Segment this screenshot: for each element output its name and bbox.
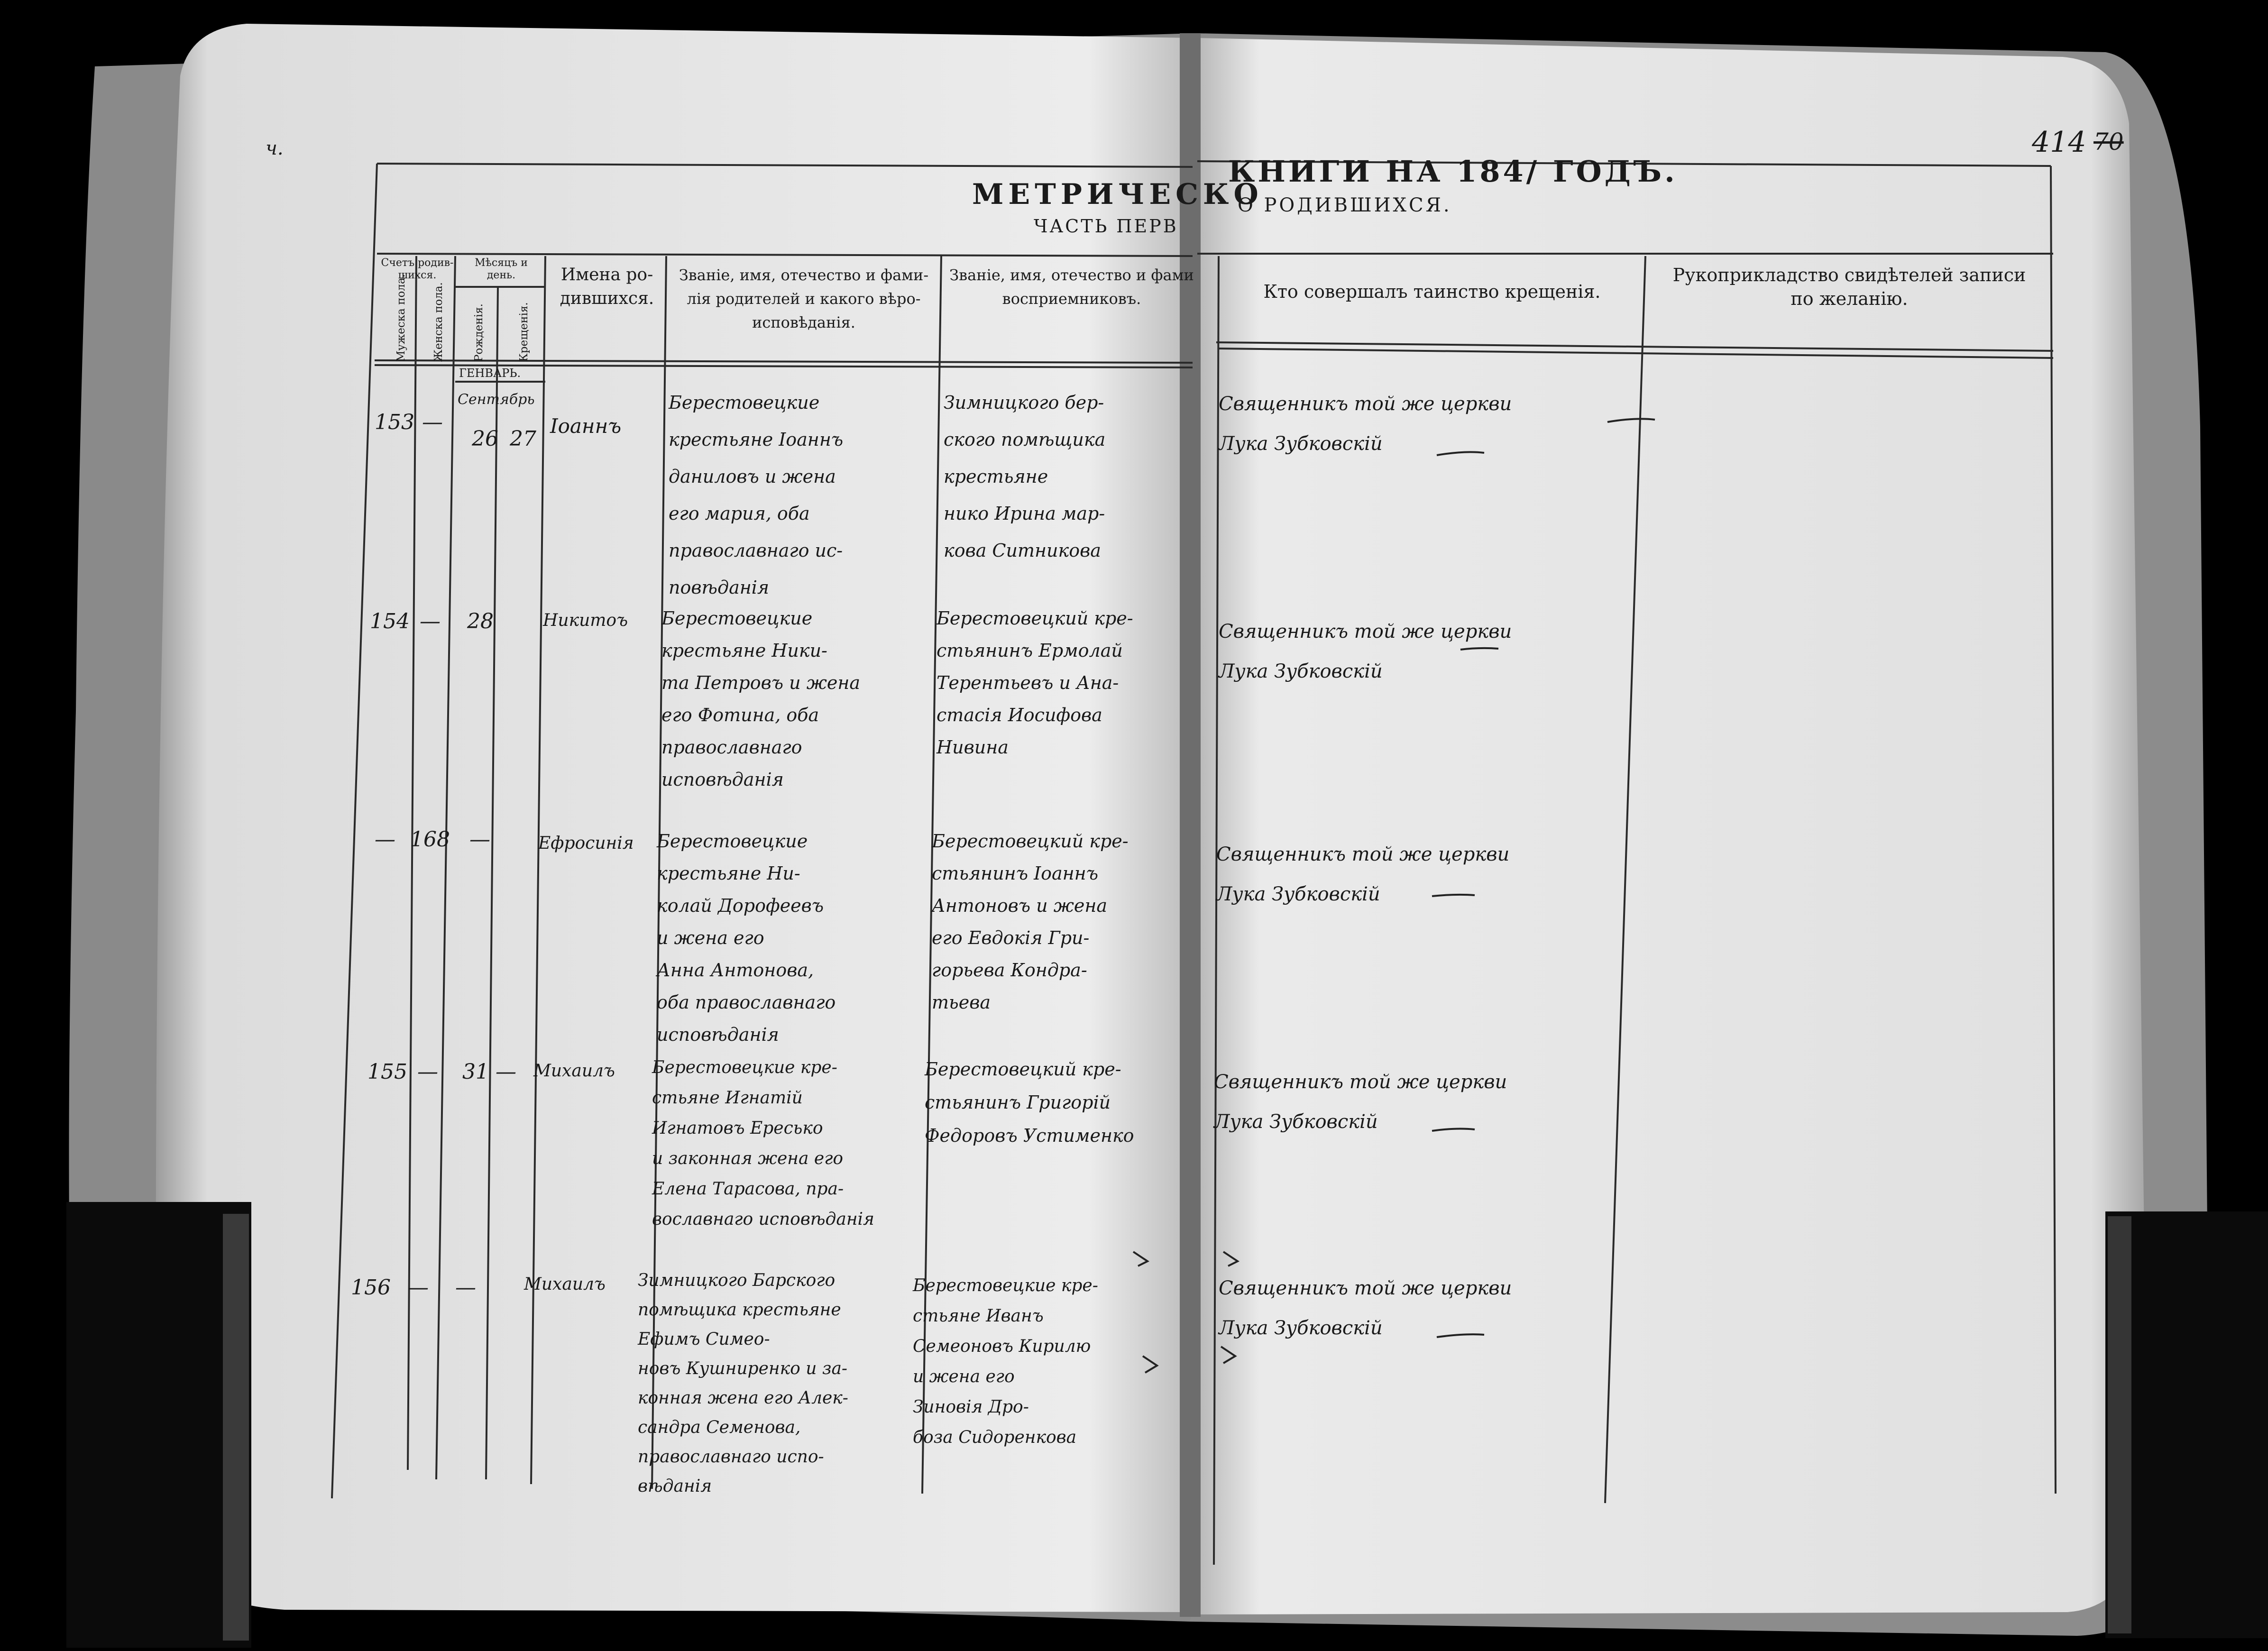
row3-godparents: Берестовецкий кре- стьянинъ Іоаннъ Антоновъ и жена его Евдокія Гри- горьева Кондра- тьева [932,831,1129,1013]
row3-birth: — [469,827,490,852]
left-subtitle: ЧАСТЬ ПЕРВ [1034,216,1178,237]
left-title: МЕТРИЧЕСКО [972,178,1263,211]
parents-column-title: Званіе, имя, отечество и фами- лія родителей и какого вѣро- исповѣданія. [679,266,929,331]
row5-priest: Священникъ той же церкви Лука Зубковскій [1219,1277,1512,1339]
row4-priest: Священникъ той же церкви Лука Зубковскій [1214,1071,1507,1133]
baptism-column-title: Крещенія. [518,302,530,362]
row2-priest: Священникъ той же церкви Лука Зубковскій [1219,621,1512,682]
row2-birth: 28 [467,609,494,633]
row1-priest: Священникъ той же церкви Лука Зубковскій [1219,393,1512,455]
row2-name: Никитоъ [543,611,628,630]
godparents-column-title: Званіе, имя, отечество и фами восприемниковъ. [949,266,1194,308]
month-label: ГЕНВАРЬ. [459,367,521,380]
row2-male: 154 [370,609,410,633]
row4-male: 155 [367,1060,407,1084]
birth-column-title: Рожденія. [473,303,485,362]
right-clip-edge [2108,1216,2131,1633]
row1-birth: 26 [472,427,498,451]
row5-female: — [408,1275,429,1300]
row1-male: 153 [375,410,414,434]
female-column-title: Женска пола. [432,282,445,362]
row2-parents: Берестовецкие крестьяне Ники- та Петровъ и жена его Фотина, оба православнаго исповѣданія [661,608,861,790]
page-number: 414 [2032,126,2086,159]
left-clip-edge [223,1214,249,1641]
row4-birth: 31 [462,1060,489,1084]
row3-priest: Священникъ той же церкви Лука Зубковскій [1216,844,1510,905]
row4-female: — [417,1060,438,1084]
row3-name: Ефросинія [538,834,634,853]
row2-godparents: Берестовецкий кре- стьянинъ Ермолай Терентьевъ и Ана- стасія Иосифова Нивина [937,608,1133,758]
row3-parents: Берестовецкие крестьяне Ни- колай Дорофеевъ и жена его Анна Антонова, оба православнаго исповѣданія [657,831,836,1045]
row1-baptism: 27 [510,427,536,451]
row5-name: Михаилъ [524,1275,606,1294]
row3-male: — [375,827,395,852]
priest-column-title: Кто совершалъ таинство крещенія. [1263,281,1601,302]
row1-name: Іоаннъ [550,414,622,438]
row5-male: 156 [351,1275,391,1300]
row5-godparents: Берестовецкие кре- стьяне Иванъ Семеоновъ Кирилю и жена его Зиновія Дро- боза Сидоренкова [913,1276,1098,1447]
right-title: КНИГИ НА 184/ ГОДЪ. [1228,154,1678,189]
row1-godparents: Зимницкого бер- ского помѣщика крестьяне нико Ирина мар- кова Ситникова [944,392,1106,561]
row1-female: — [422,410,443,434]
row1-parents: Берестовецкие крестьяне Іоаннъ даниловъ и жена его мария, оба православнаго ис- повѣданія [669,392,844,598]
male-column-title: Мужеска пола. [395,274,407,362]
row2-female: — [420,609,441,633]
corner-mark: ч. [266,138,284,159]
month-column-title: Мѣсяцъ и день. [475,257,528,281]
right-subtitle: О РОДИВШИХСЯ. [1238,194,1452,216]
row5-parents: Зимницкого Барского помѣщика крестьяне Ефимъ Симео- новъ Кушниренко и за- конная жена его Алек- сандра Семенова, православнаго испо- вѣданія [638,1271,848,1496]
names-column-title: Имена ро- дившихся. [560,265,654,308]
row4-baptism: — [496,1060,516,1084]
row4-godparents: Берестовецкий кре- стьянинъ Григорій Федоровъ Устименко [925,1059,1134,1146]
row3-female: 168 [410,827,450,852]
witnesses-column-title: Рукоприкладство свидѣтелей записи по желанію. [1672,265,2026,309]
page-number-old: 70 [2094,128,2124,156]
month-handwritten: Сентябрь [458,391,535,408]
row4-name: Михаилъ [533,1061,615,1081]
row4-parents: Берестовецкие кре- стьяне Игнатій Игнатовъ Ересько и законная жена его Елена Тарасова, пра- вославнаго исповѣданія [652,1058,874,1229]
row5-birth: — [455,1275,476,1300]
count-column-title: Счетъ родив- шихся. [381,257,454,281]
